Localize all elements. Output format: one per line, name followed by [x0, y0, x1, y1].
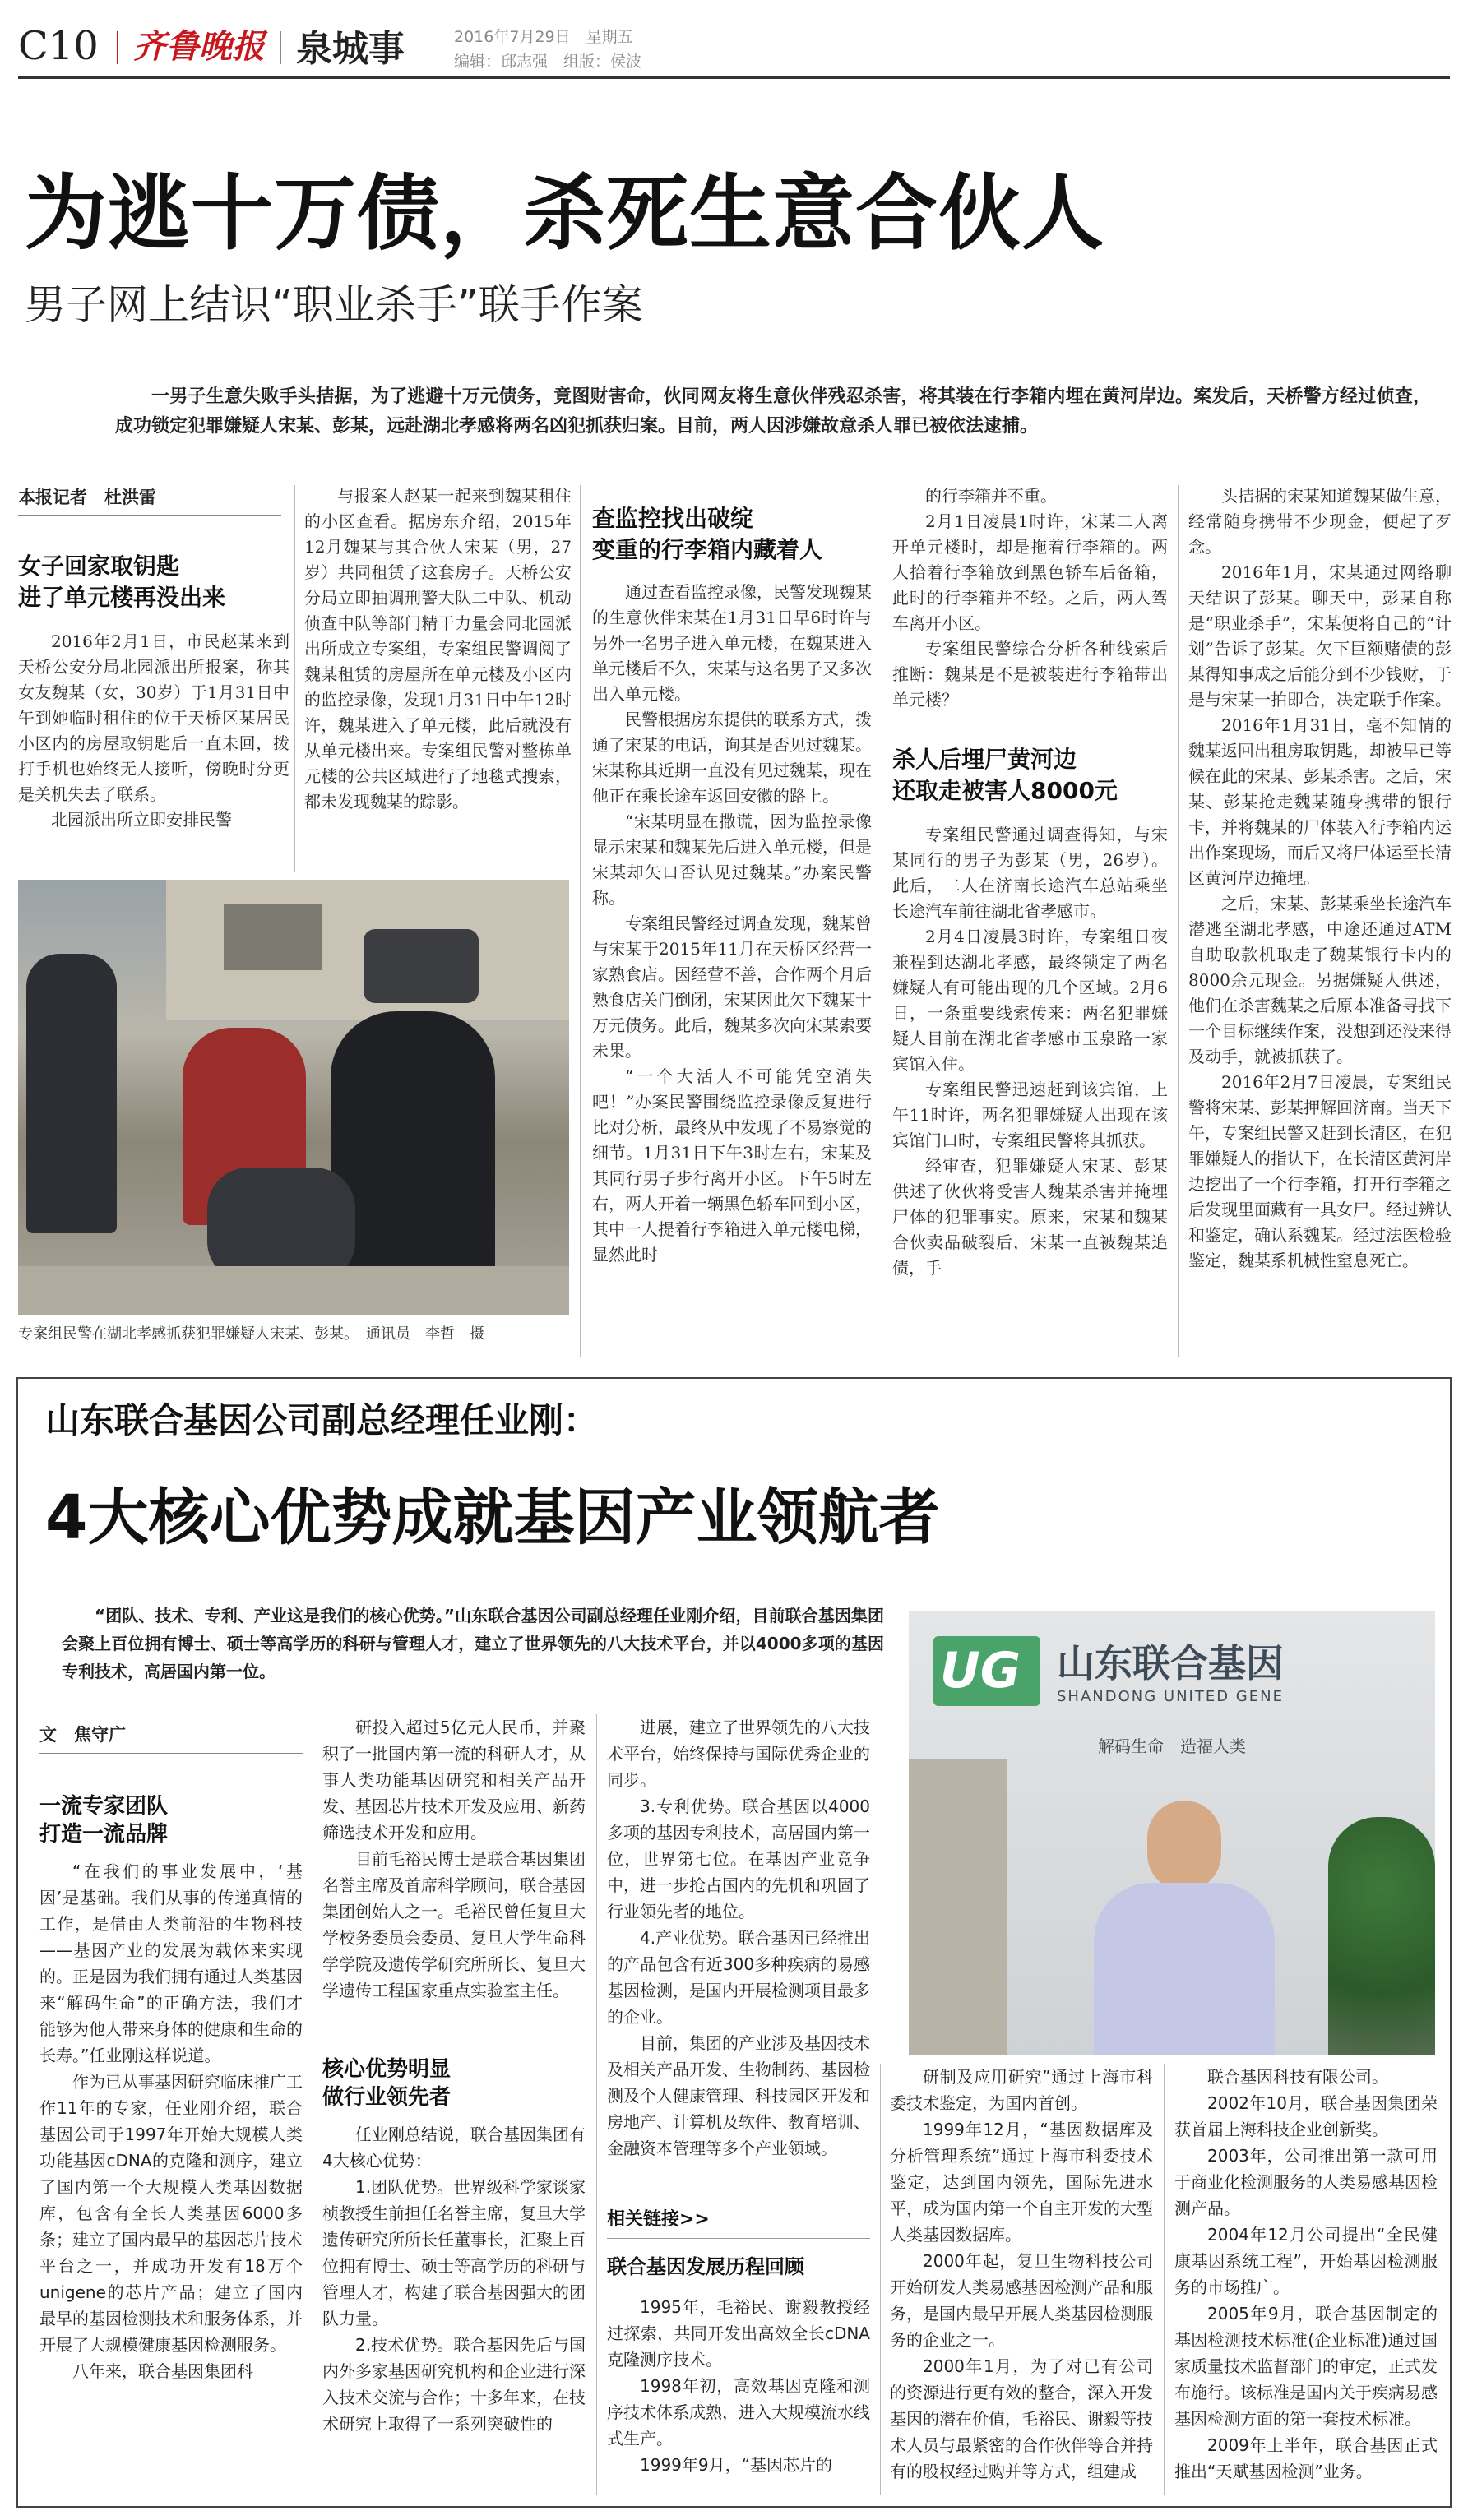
section-name: 泉城事	[296, 28, 405, 70]
paragraph: 目前，集团的产业涉及基因技术及相关产品开发、生物制药、基因检测及个人健康管理、科技园区开发和房地产、计算机及软件、教育培训、金融资本管理等多个产业领域。	[607, 2033, 870, 2158]
paragraph: 2000年起，复旦生物科技公司开始研发人类易感基因检测产品和服务，是国内最早开展人类基因检测服务的企业之一。	[890, 2251, 1153, 2350]
paragraph: 研投入超过5亿元人民币，并聚积了一批国内第一流的科研人才，从事人类功能基因研究和相关产品开发、基因芯片技术开发及应用、新药筛选技术开发和应用。	[322, 1718, 586, 1843]
story1-col4-heading: 杀人后埋尸黄河边 还取走被害人8000元	[892, 746, 1118, 804]
paragraph: 1999年9月，“基因芯片的	[640, 2455, 832, 2475]
editor-credit: 编辑：邱志强 组版：侯波	[454, 53, 642, 71]
paragraph: 1998年初，高效基因克隆和测序技术体系成熟，进入大规模流水线式生产。	[607, 2376, 870, 2448]
photo-caption: 专案组民警在湖北孝感抓获犯罪嫌疑人宋某、彭某。 通讯员 李哲 摄	[18, 1325, 484, 1343]
person-head	[1147, 1801, 1221, 1891]
story1-col5-text	[1188, 483, 1452, 1352]
story2-col2-text2	[322, 2121, 586, 2499]
byline-rule	[18, 515, 281, 516]
story1-byline: 本报记者 杜洪雷	[18, 488, 156, 507]
paragraph: 2月4日凌晨3时许，专案组日夜兼程到达湖北孝感，最终锁定了两名嫌疑人有可能出现的几个区域。2月6日，一条重要线索传来：两名犯罪嫌疑人目前在湖北省孝感市玉泉路一家宾馆入住。	[892, 927, 1168, 1074]
story2-lead: “团队、技术、专利、产业这是我们的核心优势。”山东联合基因公司副总经理任业刚介绍，目前联合基因集团会聚上百位拥有博士、硕士等高学历的科研与管理人才，建立了世界领先的八大技术平台，并以4000多项的基因专利技术，高居国内第一位。	[62, 1606, 884, 1681]
paragraph: 1995年，毛裕民、谢毅教授经过探索，共同开发出高效全长cDNA克隆测序技术。	[607, 2297, 870, 2370]
paragraph: 通过查看监控录像，民警发现魏某的生意伙伴宋某在1月31日早6时许与另外一名男子进入单元楼，在魏某进入单元楼后不久，宋某与这名男子又多次出入单元楼。	[592, 582, 872, 704]
column-rule	[596, 1714, 597, 2495]
paragraph: 头拮据的宋某知道魏某做生意，经常随身携带不少现金，便起了歹念。	[1188, 486, 1452, 557]
story2-col3-text	[607, 1714, 870, 2158]
paragraph: 目前毛裕民博士是联合基因集团名誉主席及首席科学顾问，联合基因集团创始人之一。毛裕民曾任复旦大学校务委员会委员、复旦大学生命科学学院及遗传学研究所所长、复旦大学遗传工程国家重点实验室主任。	[322, 1849, 586, 2000]
paragraph: 经审查，犯罪嫌疑人宋某、彭某供述了伙伙将受害人魏某杀害并掩埋尸体的犯罪事实。原来，宋某和魏某合伙卖品破裂后，宋某一直被魏某追债，手	[892, 1156, 1168, 1278]
story2-col1-text	[39, 1858, 303, 2499]
paragraph: 研制及应用研究”通过上海市科委技术鉴定，为国内首创。	[890, 2067, 1153, 2113]
paragraph: 4.产业优势。联合基因已经推出的产品包含有近300多种疾病的易感基因检测，是国内开展检测项目最多的企业。	[607, 1928, 870, 2027]
story2-headline: 4大核心优势成就基因产业领航者	[45, 1482, 940, 1553]
page-number: C10	[18, 23, 99, 69]
company-slogan: 解码生命 造福人类	[1098, 1736, 1246, 1756]
masthead	[18, 20, 1450, 79]
paragraph: 北园派出所立即安排民警	[51, 810, 232, 830]
story1-subheadline: 男子网上结识“职业杀手”联手作案	[25, 281, 643, 329]
parked-car	[364, 929, 479, 1003]
executive-portrait-photo	[909, 1611, 1435, 2055]
paragraph: 2004年12月公司提出“全民健康基因系统工程”，开始基因检测服务的市场推广。	[1174, 2225, 1438, 2297]
paragraph: 3.专利优势。联合基因以4000多项的基因专利技术，高居国内第一位，世界第七位。在基因产业竞争中，进一步抢占国内的先机和巩固了行业领先者的地位。	[607, 1796, 870, 1921]
related-link-label: 相关链接>>	[607, 2209, 710, 2230]
paragraph: 民警根据房东提供的联系方式，拨通了宋某的电话，询其是否见过魏某。宋某称其近期一直没有见过魏某，现在他正在乘长途车返回安徽的路上。	[592, 710, 872, 806]
story1-col1-text	[18, 629, 289, 863]
paragraph: 专案组民警经过调查发现，魏某曾与宋某于2015年11月在天桥区经营一家熟食店。因经营不善，合作两个月后熟食店关门倒闭，宋某因此欠下魏某十万元债务。此后，魏某多次向宋某索要未果。	[592, 913, 872, 1061]
related-heading: 联合基因发展历程回顾	[607, 2255, 804, 2278]
story1-col3-text	[592, 580, 872, 1352]
column-rule	[1164, 2064, 1165, 2495]
issue-date: 2016年7月29日 星期五	[454, 28, 633, 46]
paragraph: 2002年10月，联合基因集团荣获首届上海科技企业创新奖。	[1174, 2093, 1438, 2139]
paragraph: 任业刚总结说，联合基因集团有4大核心优势：	[322, 2125, 586, 2171]
story1-col1-heading: 女子回家取钥匙 进了单元楼再没出来	[18, 553, 226, 611]
paragraph: 2003年，公司推出第一款可用于商业化检测服务的人类易感基因检测产品。	[1174, 2146, 1438, 2218]
story2-col2-heading: 核心优势明显 做行业领先者	[322, 2057, 452, 2110]
column-rule	[880, 2064, 881, 2495]
paragraph: 2000年1月，为了对已有公司的资源进行更有效的整合，深入开发基因的潜在价值，毛裕民、谢毅等技术人员与最紧密的合作伙伴等合并持有的股权经过购并等方式，组建成	[890, 2356, 1153, 2481]
paragraph: 进展，建立了世界领先的八大技术平台，始终保持与国际优秀企业的同步。	[607, 1718, 870, 1790]
paragraph: 2016年2月7日凌晨，专案组民警将宋某、彭某押解回济南。当天下午，专案组民警又赶到长清区，在犯罪嫌疑人的指认下，在长清区黄河岸边挖出了一个行李箱，打开行李箱之后发现里面藏有一具女尸。经过辨认和鉴定，确认系魏某。经过法医检验鉴定，魏某系机械性窒息死亡。	[1188, 1072, 1452, 1270]
story2-col2-text	[322, 1714, 586, 2035]
paragraph: 作为已从事基因研究临床推广工作11年的专家，任业刚介绍，联合基因公司于1997年开始大规模人类功能基因cDNA的克隆和测序，建立了国内第一个大规模人类基因数据库，包含有全长人类基因6000多条；建立了国内最早的基因芯片技术平台之一，并成功开发有18万个unigene的芯片产品；建立了国内最早的基因检测技术和服务体系，并开展了大规模健康基因检测服务。	[39, 2072, 303, 2355]
paragraph: 与报案人赵某一起来到魏某租住的小区查看。据房东介绍，2015年12月魏某与其合伙人宋某（男，27岁）共同租赁了这套房子。天桥公安分局立即抽调刑警大队二中队、机动侦查中队等部门精干力量会同北园派出所成立专案组，专案组民警调阅了魏某租赁的房屋所在单元楼及小区内的监控录像，发现1月31日中午12时许，魏某进入了单元楼，此后就没有从单元楼出来。专案组民警对整栋单元楼的公共区域进行了地毯式搜索，都未发现魏某的踪影。	[304, 486, 572, 811]
paragraph: 之后，宋某、彭某乘坐长途汽车潜逃至湖北孝感，中途还通过ATM自助取款机取走了魏某银行卡内的8000余元现金。另据嫌疑人供述，他们在杀害魏某之后原本准备寻找下一个目标继续作案，没想到还没来得及动手，就被抓获了。	[1188, 894, 1452, 1066]
figure-officer-left	[26, 954, 117, 1233]
story1-col3-heading: 查监控找出破绽 变重的行李箱内藏着人	[592, 505, 823, 563]
paragraph: 2009年上半年，联合基因正式推出“天赋基因检测”业务。	[1174, 2435, 1438, 2481]
story2-col5-text	[1174, 2064, 1438, 2499]
doorway	[909, 1759, 1007, 2055]
paragraph: 专案组民警迅速赶到该宾馆，上午11时许，两名犯罪嫌疑人出现在该宾馆门口时，专案组民警将其抓获。	[892, 1080, 1168, 1150]
column-rule	[1178, 485, 1179, 1357]
paragraph: 2016年1月，宋某通过网络聊天结识了彭某。聊天中，彭某自称是“职业杀手”，宋某便将自己的“计划”告诉了彭某。欠下巨额赌债的彭某得知事成之后能分到不少钱财，于是与宋某一拍即合，决定联手作案。	[1188, 562, 1452, 710]
company-sign-english: SHANDONG UNITED GENE	[1057, 1688, 1284, 1705]
plant	[1328, 1817, 1435, 2055]
story1-col4-text	[892, 483, 1168, 722]
paper-logo: 齐鲁晚报	[133, 27, 265, 66]
ug-logo-text: UG	[940, 1642, 1021, 1699]
paragraph: 联合基因科技有限公司。	[1207, 2067, 1388, 2087]
column-rule	[580, 485, 581, 1357]
paragraph: 八年来，联合基因集团科	[72, 2361, 253, 2381]
police-arrest-photo	[18, 880, 569, 1315]
paragraph: 2.技术优势。联合基因先后与国内外多家基因研究机构和企业进行深入技术交流与合作；十多年来，在技术研究上取得了一系列突破性的	[322, 2335, 586, 2434]
byline-rule-2	[39, 1753, 303, 1754]
paragraph: “在我们的事业发展中，‘基因’是基础。我们从事的传递真情的工作，是借由人类前沿的生物科技——基因产业的发展为载体来实现的。正是因为我们拥有通过人类基因来“解码生命”的正确方法，我们才能够为他人带来身体的健康和生命的长寿。”任业刚这样说道。	[39, 1861, 303, 2065]
paragraph: 2月1日凌晨1时许，宋某二人离开单元楼时，却是拖着行李箱的。两人拾着行李箱放到黑色轿车后备箱，此时的行李箱并不轻。之后，两人驾车离开小区。	[892, 511, 1168, 633]
masthead-divider	[117, 31, 118, 64]
paragraph: “一个大活人不可能凭空消失吧！”办案民警围绕监控录像反复进行比对分析，最终从中发现了不易察觉的细节。1月31日下午3时左右，宋某及其同行男子步行离开小区。下午5时左右，两人开着一辆黑色轿车回到小区，其中一人提着行李箱进入单元楼电梯，显然此时	[592, 1066, 872, 1265]
paragraph: “宋某明显在撒谎，因为监控录像显示宋某和魏某先后进入单元楼，但是宋某却矢口否认见过魏某。”办案民警称。	[592, 811, 872, 908]
story1-lead: 一男子生意失败手头拮据，为了逃避十万元债务，竟图财害命，伙同网友将生意伙伴残忍杀害，将其装在行李箱内埋在黄河岸边。案发后，天桥警方经过侦查，成功锁定犯罪嫌疑人宋某、彭某，远赴湖北孝感将两名凶犯抓获归案。目前，两人因涉嫌故意杀人罪已被依法逮捕。	[115, 386, 1431, 437]
masthead-divider-2	[280, 31, 281, 64]
paragraph: 1.团队优势。世界级科学家谈家桢教授生前担任名誉主席，复旦大学遗传研究所所长任董事长，汇聚上百位拥有博士、硕士等高学历的科研与管理人才，构建了联合基因强大的团队力量。	[322, 2177, 586, 2328]
story2-col4-text	[890, 2064, 1153, 2499]
story2-kicker: 山东联合基因公司副总经理任业刚：	[45, 1400, 599, 1440]
column-rule	[294, 485, 295, 872]
paragraph: 1999年12月，“基因数据库及分析管理系统”通过上海市科委技术鉴定，达到国内领先，国际先进水平，成为国内第一个自主开发的大型人类基因数据库。	[890, 2120, 1153, 2245]
paragraph: 的行李箱并不重。	[925, 486, 1057, 506]
figure-officer-right	[331, 1011, 495, 1291]
story2-byline: 文 焦守广	[39, 1725, 126, 1745]
story1-headline: 为逃十万债，杀死生意合伙人	[25, 165, 1104, 261]
paragraph: 2005年9月，联合基因制定的基因检测技术标准(企业标准)通过国家质量技术监督部门的审定，正式发布施行。该标准是国内关于疾病易感基因检测方面的第一套技术标准。	[1174, 2304, 1438, 2429]
ground-pavement	[18, 1266, 569, 1315]
story1-col2-text	[304, 483, 572, 862]
person-body	[1094, 1883, 1275, 2055]
story2-col1-heading: 一流专家团队 打造一流品牌	[39, 1794, 169, 1847]
related-link-rule	[607, 2238, 870, 2239]
company-sign: 山东联合基因	[1057, 1641, 1284, 1685]
story1-col4-text2	[892, 822, 1168, 1352]
figure-suspect-ground	[207, 1168, 355, 1283]
paragraph: 2016年2月1日，市民赵某来到天桥公安分局北园派出所报案，称其女友魏某（女，30岁）于1月31日中午到她临时租住的位于天桥区某居民小区内的房屋取钥匙后一直未回，拨打手机也始终无人接听，傍晚时分更是关机失去了联系。	[18, 631, 289, 804]
paragraph: 2016年1月31日，毫不知情的魏某返回出租房取钥匙，却被早已等候在此的宋某、彭某杀害。之后，宋某、彭某抢走魏某随身携带的银行卡，并将魏某的尸体装入行李箱内运出作案现场，而后又将尸体运至长清区黄河岸边掩埋。	[1188, 715, 1452, 888]
paragraph: 专案组民警综合分析各种线索后推断：魏某是不是被装进行李箱带出单元楼？	[892, 639, 1168, 710]
paragraph: 专案组民警通过调查得知，与宋某同行的男子为彭某（男，26岁）。此后，二人在济南长途汽车总站乘坐长途汽车前往湖北省孝感市。	[892, 825, 1168, 921]
story2-col3-text2	[607, 2294, 870, 2499]
background-window	[224, 904, 322, 970]
